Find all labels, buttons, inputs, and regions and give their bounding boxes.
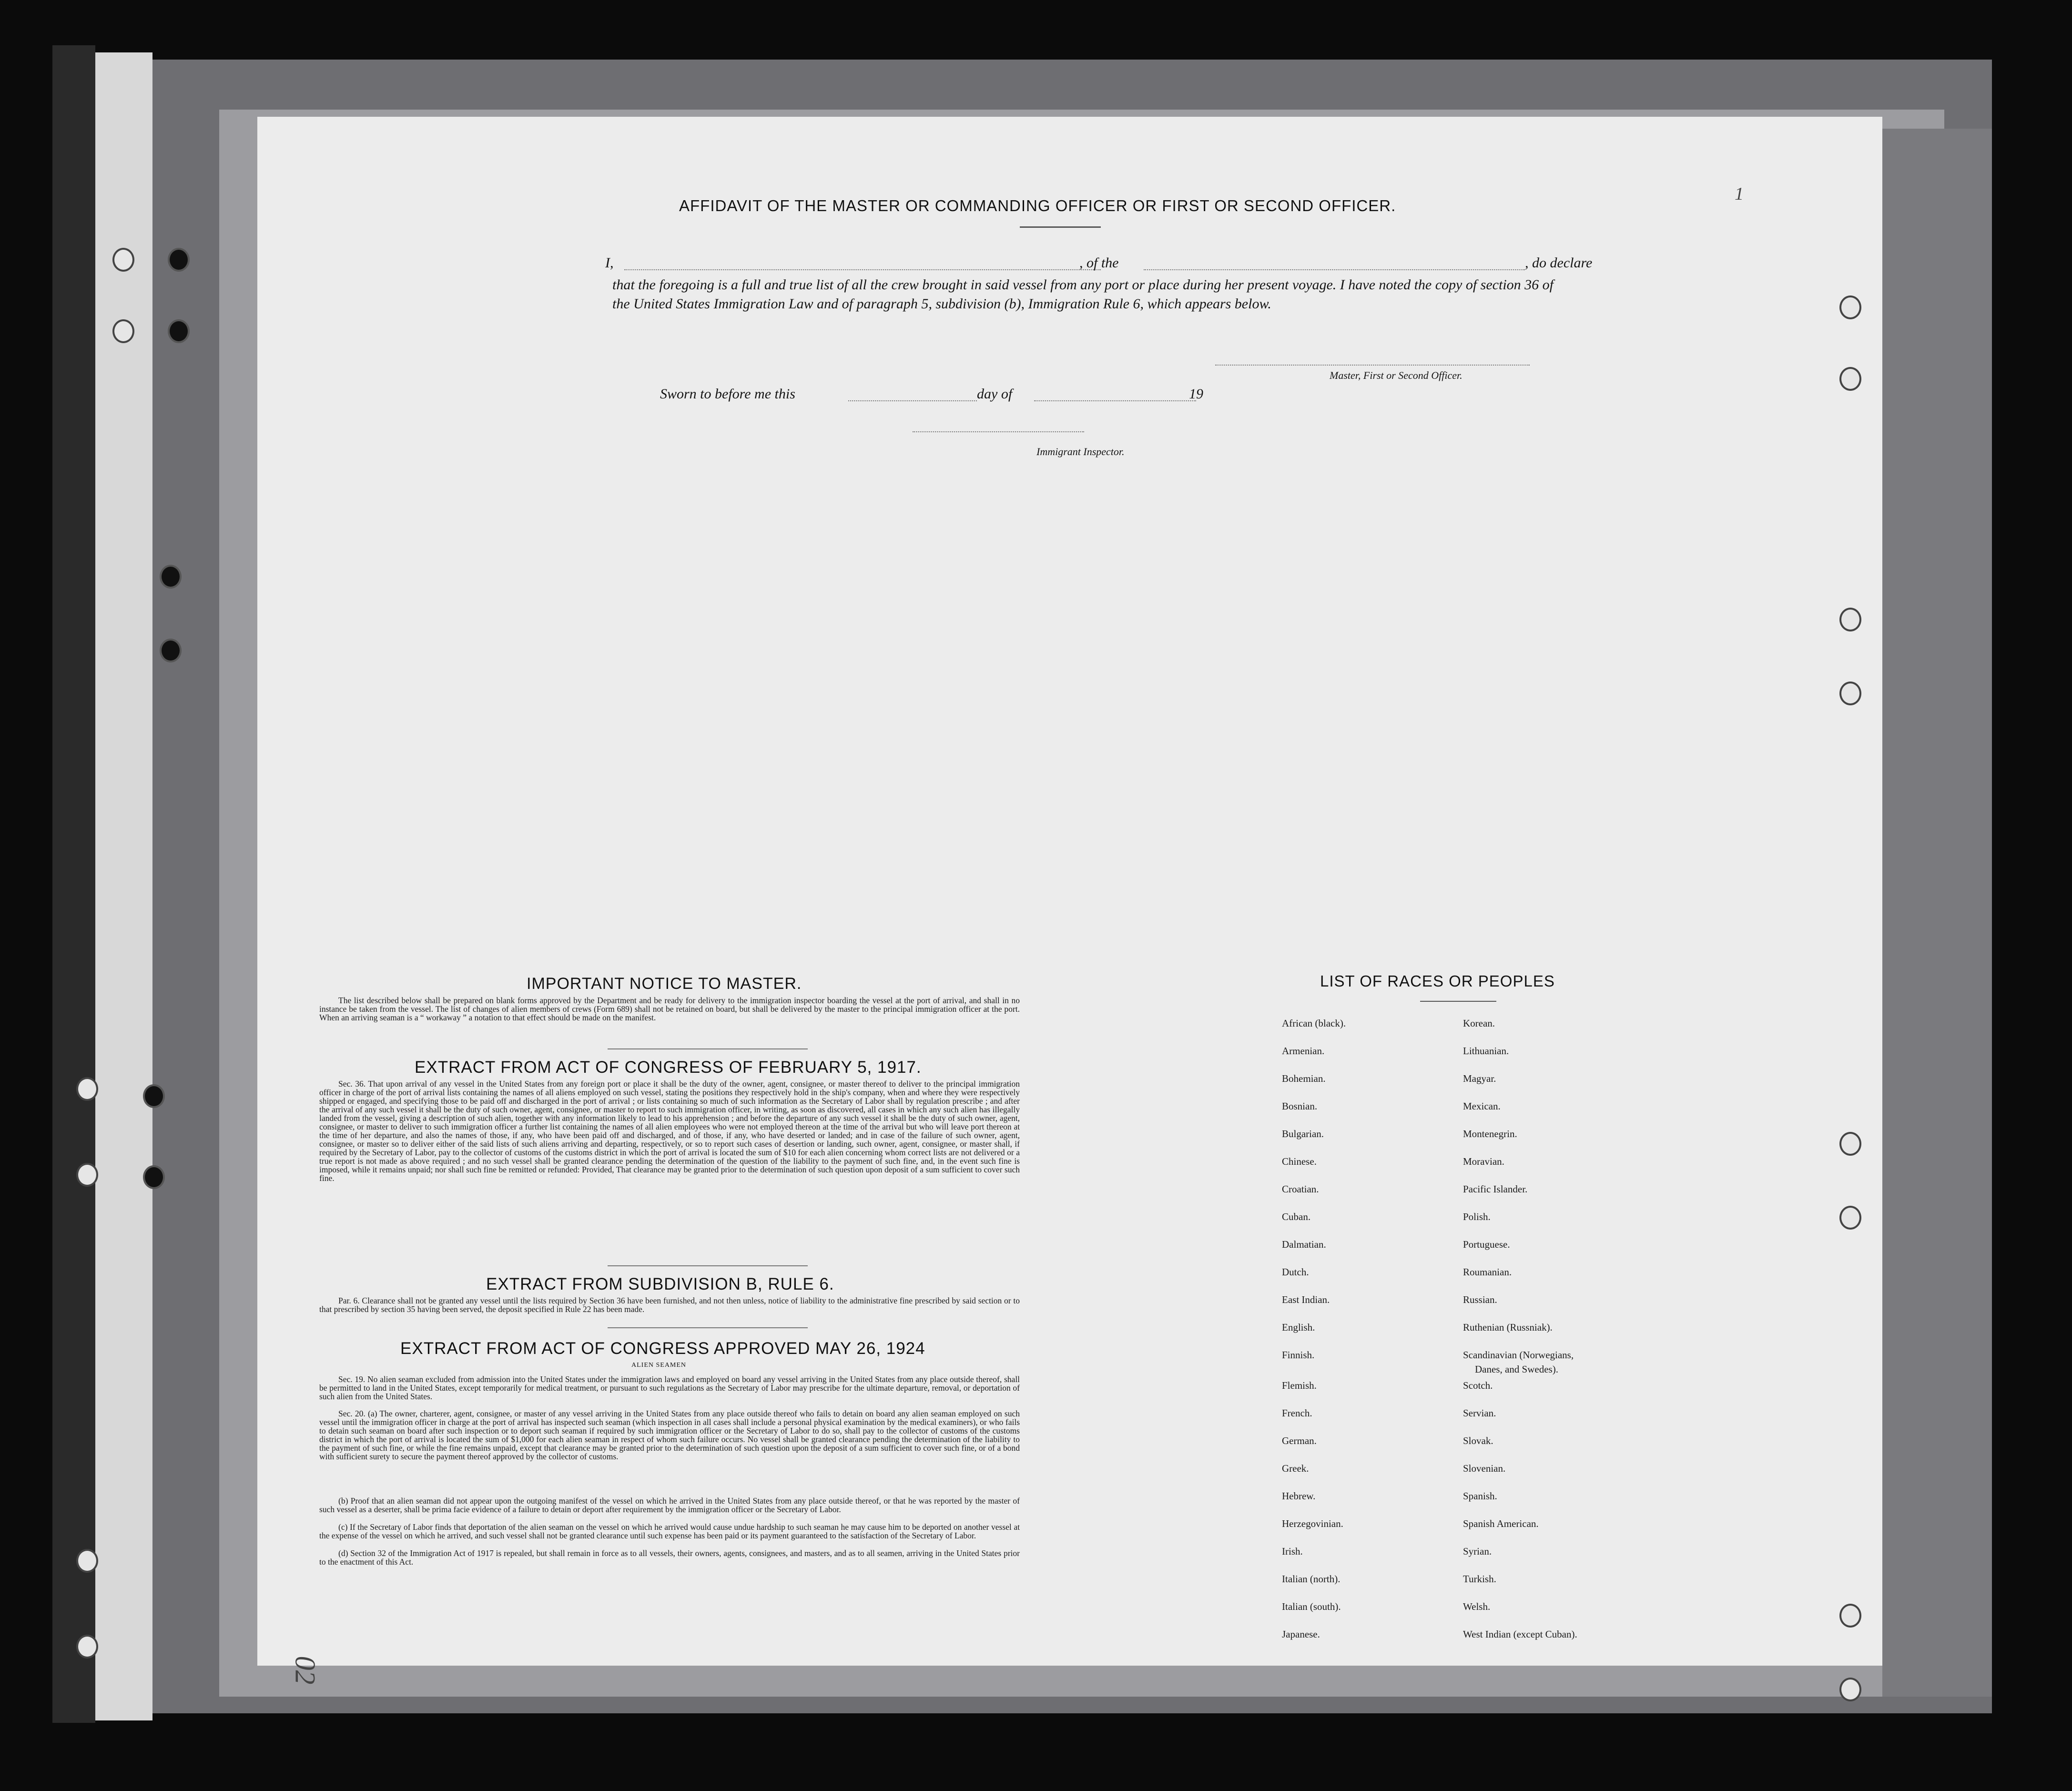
race-item: Armenian.	[1282, 1045, 1325, 1057]
handwritten-mark-top: 1	[1735, 184, 1744, 204]
race-item: Scandinavian (Norwegians,	[1463, 1349, 1574, 1361]
punch-hole	[1839, 367, 1861, 391]
race-item: Pacific Islander.	[1463, 1183, 1528, 1195]
race-item: Dalmatian.	[1282, 1239, 1326, 1250]
race-item: Mexican.	[1463, 1100, 1501, 1112]
race-item: African (black).	[1282, 1018, 1346, 1029]
race-item: Bulgarian.	[1282, 1128, 1324, 1140]
extract-rule6-text: Par. 6. Clearance shall not be granted any vessel until the lists required by Section 36 have been furnished, and not then unless, notice of liability to the administrative fine prescribed by said section or to that prescribed by section 35 having been served, the deposit specified in Rule 22 has been made.	[319, 1296, 1020, 1314]
race-item: English.	[1282, 1322, 1315, 1333]
race-item: Lithuanian.	[1463, 1045, 1509, 1057]
race-item: Flemish.	[1282, 1380, 1317, 1391]
punch-hole	[1839, 682, 1861, 705]
punch-hole	[76, 1635, 98, 1659]
race-item: Italian (north).	[1282, 1573, 1341, 1585]
extract-1924-sec20c: (c) If the Secretary of Labor finds that deportation of the alien seaman on the vessel on which he arrived would cause undue hardship to such seaman he may cause him to be deported on another vessel at the expense of the vessel on which he arrived, and such vessel shall not be granted clearance until such expense has been paid or its payment guaranteed to the satisfaction of the Secretary of Labor.	[319, 1522, 1020, 1540]
inspector-label: Immigrant Inspector.	[1036, 446, 1125, 458]
notice-text: The list described below shall be prepared on blank forms approved by the Department and be ready for delivery to the immigration inspector boarding the vessel at the port of arrival, and shall in no instance be taken from the vessel. The list of changes of alien members of crews (Form 689) shall not be retained on board, but shall be delivered by the master to the principal immigration officer at the port. When an arriving seaman is a “ workaway ” a notation to that effect should be made on the manifest.	[319, 996, 1020, 1022]
races-right-column	[1463, 1018, 1749, 1656]
extract-1924-sec20d: (d) Section 32 of the Immigration Act of 1917 is repealed, but shall remain in force as to all vessels, their owners, agents, consignees, and masters, and as to all seamen, arriving in the United States prior to the enactment of this Act.	[319, 1548, 1020, 1567]
races-divider	[1420, 1001, 1496, 1002]
race-item: Moravian.	[1463, 1156, 1504, 1167]
punch-hole	[1839, 608, 1861, 631]
race-item: Cuban.	[1282, 1211, 1311, 1222]
punch-hole	[1839, 1132, 1861, 1156]
punch-hole	[1839, 1678, 1861, 1701]
sworn-label: Sworn to before me this	[660, 386, 795, 402]
race-item: Welsh.	[1463, 1601, 1491, 1612]
extract-rule6-divider	[608, 1327, 808, 1328]
extract-1924-sec20b: (b) Proof that an alien seaman did not appear upon the outgoing manifest of the vessel on which he arrived in the United States from any place outside thereof, or that he was reported by the master of such vessel as a deserter, shall be prima facie evidence of a failure to detain or deport after requirement by the immigration officer or the Secretary of Labor.	[319, 1496, 1020, 1514]
races-title: LIST OF RACES OR PEOPLES	[1320, 972, 1555, 990]
race-item: Danes, and Swedes).	[1475, 1364, 1558, 1375]
race-item: Chinese.	[1282, 1156, 1317, 1167]
race-item: Dutch.	[1282, 1266, 1309, 1278]
extract-1917-divider	[608, 1265, 808, 1266]
punch-hole	[143, 1084, 165, 1108]
year-prefix: 19	[1189, 386, 1203, 402]
punch-hole	[112, 248, 134, 272]
race-item: Irish.	[1282, 1546, 1303, 1557]
race-item: Roumanian.	[1463, 1266, 1512, 1278]
race-item: Japanese.	[1282, 1628, 1320, 1640]
race-item: Slovak.	[1463, 1435, 1493, 1446]
race-item: Korean.	[1463, 1018, 1495, 1029]
right-edge-strip	[1882, 129, 1992, 1697]
race-item: Servian.	[1463, 1407, 1496, 1419]
race-item: Turkish.	[1463, 1573, 1496, 1585]
race-item: Bosnian.	[1282, 1100, 1318, 1112]
master-signature-line	[1215, 365, 1530, 366]
inspector-line	[913, 431, 1084, 432]
extract-rule6-title: EXTRACT FROM SUBDIVISION B, RULE 6.	[486, 1275, 834, 1293]
race-item: Italian (south).	[1282, 1601, 1341, 1612]
affidavit-title: AFFIDAVIT OF THE MASTER OR COMMANDING OFFICER OR FIRST OR SECOND OFFICER.	[679, 197, 1396, 214]
affidavit-body: that the foregoing is a full and true list of all the crew brought in said vessel from any port or place during her present voyage. I have noted the copy of section 36 of the United States Immigration Law and of paragraph 5, subdivision (b), Immigration Rule 6, which appears below.	[612, 277, 1554, 312]
race-item: Portuguese.	[1463, 1239, 1510, 1250]
extract-1924-sec20a: Sec. 20. (a) The owner, charterer, agent, consignee, or master of any vessel arriving in the United States from any place outside thereof who fails to detain on board any alien seaman employed on such vessel until the immigration officer in charge at the port of arrival has inspected such seaman (which inspection in all cases shall include a personal physical examination by the medical examiners), or who fails to detain such seaman on board after such inspection or to deport such seaman if required by such immigration officer or the Secretary of Labor to do so, shall pay to the collector of customs of the customs district in which the port of arrival is located the sum of $1,000 for each alien seaman in respect of whom such failure occurs. No vessel shall be granted clearance pending the determination of the liability to the payment of such fine, or while the fine remains unpaid, except that clearance may be granted prior to the determination of such question upon the deposit of a sum sufficient to cover such fine, or of a bond with sufficient surety to secure the payment thereof approved by the collector of customs.	[319, 1409, 1020, 1461]
race-item: East Indian.	[1282, 1294, 1330, 1305]
race-item: Hebrew.	[1282, 1490, 1316, 1502]
master-signature-label: Master, First or Second Officer.	[1330, 369, 1463, 381]
sworn-month-blank	[1034, 400, 1196, 401]
race-item: Spanish American.	[1463, 1518, 1539, 1529]
punch-hole	[160, 639, 182, 662]
sworn-day-blank	[848, 400, 977, 401]
race-item: Finnish.	[1282, 1349, 1315, 1361]
manifest-page	[257, 117, 1882, 1685]
race-item: French.	[1282, 1407, 1312, 1419]
race-item: Slovenian.	[1463, 1463, 1506, 1474]
punch-hole	[1839, 295, 1861, 319]
punch-hole	[76, 1163, 98, 1187]
race-item: Herzegovinian.	[1282, 1518, 1343, 1529]
race-item: Polish.	[1463, 1211, 1491, 1222]
notice-divider	[608, 1048, 808, 1049]
extract-1924-sec19: Sec. 19. No alien seaman excluded from admission into the United States under the immigration laws and employed on board any vessel arriving in the United States from any place outside thereof, shall be permitted to land in the United States, except temporarily for medical treatment, or pursuant to such regulations as the Secretary of Labor may prescribe for the ultimate departure, removal, or deportation of such alien from the United States.	[319, 1374, 1020, 1401]
affidavit-of-the: , of the	[1079, 255, 1119, 271]
race-item: Spanish.	[1463, 1490, 1497, 1502]
notice-title: IMPORTANT NOTICE TO MASTER.	[527, 975, 802, 993]
punch-hole	[168, 248, 190, 272]
handwritten-mark-bottom: 02	[289, 1656, 321, 1685]
punch-hole	[143, 1165, 165, 1189]
punch-hole	[112, 319, 134, 343]
vessel-blank	[1144, 269, 1525, 270]
race-item: Magyar.	[1463, 1073, 1496, 1084]
title-divider	[1020, 226, 1101, 228]
race-item: Scotch.	[1463, 1380, 1493, 1391]
extract-1917-title: EXTRACT FROM ACT OF CONGRESS OF FEBRUARY 5, 1917.	[415, 1058, 922, 1077]
affidavit-i-label: I,	[605, 255, 614, 271]
punch-hole	[76, 1549, 98, 1573]
race-item: Bohemian.	[1282, 1073, 1326, 1084]
race-item: Russian.	[1463, 1294, 1497, 1305]
race-item: West Indian (except Cuban).	[1463, 1628, 1577, 1640]
race-item: Croatian.	[1282, 1183, 1319, 1195]
races-left-column	[1282, 1018, 1492, 1656]
extract-1924-title: EXTRACT FROM ACT OF CONGRESS APPROVED MAY 26, 1924	[400, 1339, 925, 1358]
race-item: Montenegrin.	[1463, 1128, 1517, 1140]
extract-1924-subtitle: ALIEN SEAMEN	[631, 1362, 687, 1369]
punch-hole	[160, 565, 182, 589]
punch-hole	[1839, 1604, 1861, 1628]
extract-1917-text: Sec. 36. That upon arrival of any vessel in the United States from any foreign port or place it shall be the duty of the owner, agent, consignee, or master thereof to deliver to the principal immigration officer in charge of the port of arrival lists containing the names of all aliens employed on such vessel, stating the positions they respectively hold in the ship's company, when and where they were respectively shipped or engaged, and specifying those to be paid off and discharged in the port of arrival ; or lists containing so much of such information as the Secretary of Labor shall by regulation prescribe ; and after the arrival of any such vessel it shall be the duty of such owner, agent, consignee, or master to report to such immigration officer, in writing, as soon as discovered, all cases in which any such alien has illegally landed from the vessel, giving a description of such alien, together with any information likely to lead to his apprehension ; and before the departure of any such vessel it shall be the duty of such owner, agent, consignee, or master to deliver to such immigration officer a further list containing the names of all alien employees who were not employed thereon at the time of the arrival but who will leave port thereon at the time of her departure, and also the names of those, if any, who have been paid off and discharged, and of those, if any, who have deserted or landed; and in case of the failure of such owner, agent, consignee, or master so to deliver either of the said lists of such aliens arriving and departing, respectively, or so to report such cases of desertion or landing, such owner, agent, consignee, or master shall, if required by the Secretary of Labor, pay to the collector of customs of the customs district in which the port of arrival is located the sum of $10 for each alien concerning whom correct lists are not delivered or a true report is not made as above required ; and no such vessel shall be granted clearance pending the determination of the question of the liability to the payment of such fine, and, in the event such fine is imposed, while it remains unpaid; nor shall such fine be remitted or refunded: Provided, That clearance may be granted prior to the determination of such question upon deposit of a sum sufficient to cover such fine.	[319, 1079, 1020, 1183]
affidavit-do-declare: , do declare	[1525, 255, 1593, 271]
name-blank	[624, 269, 1101, 270]
race-item: Ruthenian (Russniak).	[1463, 1322, 1553, 1333]
punch-hole	[168, 319, 190, 343]
left-binding-strip	[95, 52, 152, 1720]
race-item: Greek.	[1282, 1463, 1309, 1474]
left-binding-shadow	[52, 45, 95, 1723]
punch-hole	[76, 1077, 98, 1101]
race-item: German.	[1282, 1435, 1317, 1446]
race-item: Syrian.	[1463, 1546, 1492, 1557]
punch-hole	[1839, 1206, 1861, 1230]
day-of-label: day of	[977, 386, 1013, 402]
